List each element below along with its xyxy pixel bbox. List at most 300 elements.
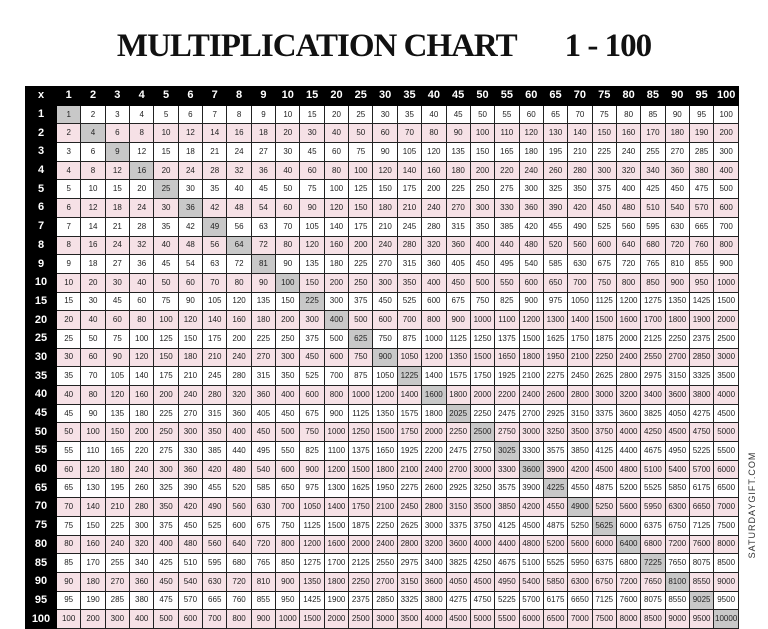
column-header: 7 — [203, 87, 227, 106]
table-cell: 400 — [276, 386, 300, 405]
table-cell: 350 — [470, 217, 494, 236]
table-cell: 2600 — [543, 386, 567, 405]
table-cell: 12 — [105, 161, 129, 180]
table-cell: 6750 — [592, 572, 616, 591]
table-cell: 4950 — [495, 572, 519, 591]
table-cell: 210 — [568, 143, 592, 162]
table-cell: 3825 — [446, 554, 470, 573]
row-header: 60 — [26, 460, 57, 479]
table-cell: 760 — [689, 236, 713, 255]
table-cell: 2750 — [495, 423, 519, 442]
table-cell: 12 — [81, 199, 105, 218]
table-cell: 3500 — [568, 423, 592, 442]
table-cell: 150 — [178, 329, 202, 348]
table-cell: 455 — [203, 479, 227, 498]
table-cell: 75 — [592, 105, 616, 124]
column-header: 65 — [543, 87, 567, 106]
table-cell: 90 — [81, 404, 105, 423]
table-cell: 675 — [300, 404, 324, 423]
table-cell: 3500 — [714, 367, 739, 386]
table-cell: 180 — [251, 311, 275, 330]
table-cell: 70 — [276, 217, 300, 236]
table-cell: 4050 — [446, 572, 470, 591]
table-cell: 63 — [251, 217, 275, 236]
table-cell: 40 — [57, 386, 81, 405]
table-cell: 120 — [178, 311, 202, 330]
table-cell: 4900 — [568, 498, 592, 517]
table-cell: 1250 — [349, 423, 373, 442]
table-cell: 4500 — [592, 460, 616, 479]
table-cell: 250 — [349, 273, 373, 292]
table-cell: 5850 — [543, 572, 567, 591]
table-cell: 2000 — [714, 311, 739, 330]
table-cell: 160 — [227, 311, 251, 330]
table-cell: 7000 — [714, 498, 739, 517]
table-cell: 1800 — [665, 311, 689, 330]
table-cell: 5200 — [543, 535, 567, 554]
table-cell: 70 — [397, 124, 421, 143]
table-cell: 3150 — [446, 498, 470, 517]
table-cell: 3000 — [714, 348, 739, 367]
row-header: 4 — [26, 161, 57, 180]
table-cell: 360 — [251, 386, 275, 405]
table-cell: 140 — [203, 311, 227, 330]
table-cell: 7125 — [592, 591, 616, 610]
table-cell: 750 — [373, 329, 397, 348]
table-cell: 20 — [81, 273, 105, 292]
table-cell: 320 — [130, 535, 154, 554]
table-cell: 4000 — [470, 535, 494, 554]
table-cell: 80 — [422, 124, 446, 143]
table-cell: 36 — [130, 255, 154, 274]
table-cell: 40 — [227, 180, 251, 199]
table-cell: 315 — [446, 217, 470, 236]
table-cell: 630 — [203, 572, 227, 591]
table-cell: 140 — [568, 124, 592, 143]
table-cell: 2 — [57, 124, 81, 143]
table-cell: 80 — [81, 386, 105, 405]
table-cell: 250 — [154, 423, 178, 442]
table-cell: 42 — [178, 217, 202, 236]
table-cell: 100 — [130, 329, 154, 348]
table-cell: 500 — [154, 610, 178, 629]
table-cell: 4400 — [495, 535, 519, 554]
row-header: 40 — [26, 386, 57, 405]
table-cell: 360 — [130, 572, 154, 591]
table-cell: 3000 — [373, 610, 397, 629]
table-cell: 2800 — [422, 498, 446, 517]
table-cell: 275 — [495, 180, 519, 199]
table-cell: 72 — [251, 236, 275, 255]
table-cell: 120 — [519, 124, 543, 143]
table-cell: 150 — [276, 292, 300, 311]
table-cell: 450 — [276, 404, 300, 423]
table-cell: 240 — [178, 386, 202, 405]
table-cell: 2100 — [519, 367, 543, 386]
table-cell: 40 — [422, 105, 446, 124]
table-cell: 595 — [203, 554, 227, 573]
table-cell: 3000 — [422, 516, 446, 535]
table-cell: 14 — [81, 217, 105, 236]
table-cell: 1275 — [641, 292, 665, 311]
table-cell: 650 — [543, 273, 567, 292]
table-cell: 280 — [203, 386, 227, 405]
table-cell: 32 — [130, 236, 154, 255]
table-cell: 120 — [130, 348, 154, 367]
column-header: 45 — [446, 87, 470, 106]
table-cell: 105 — [397, 143, 421, 162]
table-cell: 300 — [276, 348, 300, 367]
table-cell: 240 — [227, 348, 251, 367]
table-cell: 375 — [154, 516, 178, 535]
table-cell: 800 — [276, 535, 300, 554]
table-cell: 90 — [276, 255, 300, 274]
table-cell: 4750 — [470, 591, 494, 610]
table-cell: 1200 — [373, 386, 397, 405]
table-cell: 8 — [130, 124, 154, 143]
table-cell: 45 — [105, 292, 129, 311]
table-cell: 340 — [130, 554, 154, 573]
table-cell: 85 — [57, 554, 81, 573]
table-cell: 170 — [81, 554, 105, 573]
table-cell: 315 — [397, 255, 421, 274]
table-cell: 60 — [130, 292, 154, 311]
table-cell: 325 — [154, 479, 178, 498]
table-cell: 210 — [373, 217, 397, 236]
table-cell: 1200 — [616, 292, 640, 311]
table-cell: 45 — [57, 404, 81, 423]
table-cell: 330 — [178, 442, 202, 461]
table-cell: 3600 — [446, 535, 470, 554]
table-cell: 70 — [81, 367, 105, 386]
table-cell: 35 — [203, 180, 227, 199]
table-cell: 2200 — [422, 442, 446, 461]
table-cell: 270 — [178, 404, 202, 423]
table-cell: 200 — [154, 386, 178, 405]
table-cell: 10 — [154, 124, 178, 143]
row-header: 30 — [26, 348, 57, 367]
row-header: 20 — [26, 311, 57, 330]
table-cell: 4 — [57, 161, 81, 180]
table-cell: 260 — [543, 161, 567, 180]
table-cell: 1125 — [446, 329, 470, 348]
table-cell: 50 — [154, 273, 178, 292]
table-cell: 270 — [446, 199, 470, 218]
table-cell: 2200 — [495, 386, 519, 405]
table-cell: 56 — [227, 217, 251, 236]
table-cell: 200 — [81, 610, 105, 629]
table-cell: 450 — [154, 572, 178, 591]
table-cell: 150 — [300, 273, 324, 292]
table-cell: 8075 — [641, 591, 665, 610]
table-cell: 81 — [251, 255, 275, 274]
table-cell: 1000 — [349, 386, 373, 405]
table-cell: 2500 — [349, 610, 373, 629]
table-cell: 875 — [397, 329, 421, 348]
table-cell: 1000 — [276, 610, 300, 629]
table-cell: 180 — [665, 124, 689, 143]
table-cell: 900 — [276, 572, 300, 591]
table-cell: 25 — [154, 180, 178, 199]
table-cell: 255 — [641, 143, 665, 162]
table-cell: 7200 — [616, 572, 640, 591]
table-cell: 3850 — [495, 498, 519, 517]
table-cell: 170 — [641, 124, 665, 143]
table-cell: 210 — [178, 367, 202, 386]
table-cell: 1400 — [568, 311, 592, 330]
table-cell: 5525 — [543, 554, 567, 573]
table-cell: 120 — [300, 236, 324, 255]
table-cell: 6 — [81, 143, 105, 162]
table-cell: 520 — [543, 236, 567, 255]
table-cell: 4500 — [665, 423, 689, 442]
table-row — [26, 610, 739, 629]
table-cell: 8550 — [665, 591, 689, 610]
table-cell: 4400 — [616, 442, 640, 461]
table-cell: 720 — [665, 236, 689, 255]
table-cell: 390 — [178, 479, 202, 498]
table-cell: 400 — [616, 180, 640, 199]
table-cell: 360 — [519, 199, 543, 218]
table-cell: 665 — [203, 591, 227, 610]
table-cell: 150 — [105, 423, 129, 442]
table-cell: 100 — [276, 273, 300, 292]
table-cell: 1350 — [665, 292, 689, 311]
table-cell: 2475 — [446, 442, 470, 461]
table-cell: 1050 — [568, 292, 592, 311]
table-cell: 375 — [592, 180, 616, 199]
table-cell: 105 — [300, 217, 324, 236]
table-cell: 4125 — [592, 442, 616, 461]
table-cell: 220 — [495, 161, 519, 180]
table-cell: 50 — [276, 180, 300, 199]
table-cell: 380 — [130, 591, 154, 610]
table-cell: 270 — [251, 348, 275, 367]
table-cell: 7650 — [641, 572, 665, 591]
table-cell: 1700 — [641, 311, 665, 330]
table-row — [26, 199, 739, 218]
table-cell: 3 — [105, 105, 129, 124]
table-cell: 150 — [154, 348, 178, 367]
table-cell: 21 — [105, 217, 129, 236]
table-cell: 1950 — [543, 348, 567, 367]
table-cell: 15 — [300, 105, 324, 124]
table-cell: 300 — [154, 460, 178, 479]
table-cell: 3575 — [543, 442, 567, 461]
table-cell: 850 — [641, 273, 665, 292]
table-cell: 750 — [276, 516, 300, 535]
table-cell: 7 — [203, 105, 227, 124]
table-cell: 3200 — [422, 535, 446, 554]
table-cell: 1200 — [300, 535, 324, 554]
table-row — [26, 572, 739, 591]
table-cell: 90 — [300, 199, 324, 218]
table-cell: 340 — [641, 161, 665, 180]
table-cell: 135 — [251, 292, 275, 311]
table-cell: 9025 — [689, 591, 713, 610]
table-cell: 5250 — [568, 516, 592, 535]
table-cell: 1200 — [519, 311, 543, 330]
table-cell: 8550 — [689, 572, 713, 591]
table-cell: 80 — [57, 535, 81, 554]
table-cell: 260 — [130, 479, 154, 498]
table-cell: 2925 — [446, 479, 470, 498]
table-cell: 120 — [422, 143, 446, 162]
table-cell: 250 — [276, 329, 300, 348]
table-cell: 300 — [324, 292, 348, 311]
table-row — [26, 535, 739, 554]
table-cell: 315 — [203, 404, 227, 423]
table-cell: 30 — [178, 180, 202, 199]
table-cell: 55 — [57, 442, 81, 461]
table-cell: 630 — [251, 498, 275, 517]
table-cell: 1600 — [616, 311, 640, 330]
table-cell: 70 — [57, 498, 81, 517]
table-cell: 90 — [178, 292, 202, 311]
table-cell: 200 — [470, 161, 494, 180]
table-cell: 220 — [130, 442, 154, 461]
table-cell: 135 — [105, 404, 129, 423]
table-cell: 2100 — [373, 498, 397, 517]
table-cell: 1500 — [300, 610, 324, 629]
row-header: 35 — [26, 367, 57, 386]
table-cell: 2250 — [446, 423, 470, 442]
table-cell: 240 — [373, 236, 397, 255]
table-cell: 630 — [665, 217, 689, 236]
table-cell: 5400 — [665, 460, 689, 479]
table-cell: 950 — [689, 273, 713, 292]
table-cell: 1125 — [592, 292, 616, 311]
table-cell: 70 — [203, 273, 227, 292]
table-cell: 350 — [203, 423, 227, 442]
table-cell: 24 — [130, 199, 154, 218]
table-cell: 6300 — [665, 498, 689, 517]
table-cell: 210 — [203, 348, 227, 367]
table-cell: 60 — [373, 124, 397, 143]
column-header: 8 — [227, 87, 251, 106]
title-range: 1 - 100 — [564, 28, 652, 64]
table-cell: 6000 — [592, 535, 616, 554]
table-cell: 1000 — [470, 311, 494, 330]
table-cell: 55 — [495, 105, 519, 124]
table-cell: 4675 — [495, 554, 519, 573]
table-cell: 60 — [324, 143, 348, 162]
table-cell: 550 — [495, 273, 519, 292]
table-cell: 2700 — [446, 460, 470, 479]
table-cell: 750 — [592, 273, 616, 292]
table-cell: 1650 — [495, 348, 519, 367]
table-cell: 350 — [568, 180, 592, 199]
table-cell: 5525 — [641, 479, 665, 498]
table-cell: 3000 — [519, 423, 543, 442]
table-cell: 95 — [57, 591, 81, 610]
table-cell: 625 — [349, 329, 373, 348]
table-cell: 8 — [81, 161, 105, 180]
table-cell: 6000 — [519, 610, 543, 629]
table-cell: 300 — [470, 199, 494, 218]
table-cell: 385 — [495, 217, 519, 236]
table-cell: 600 — [178, 610, 202, 629]
table-cell: 2500 — [470, 423, 494, 442]
table-cell: 3250 — [543, 423, 567, 442]
table-cell: 3400 — [641, 386, 665, 405]
column-header: 90 — [665, 87, 689, 106]
table-cell: 3500 — [397, 610, 421, 629]
table-cell: 1125 — [300, 516, 324, 535]
row-header: 100 — [26, 610, 57, 629]
column-header: 6 — [178, 87, 202, 106]
table-cell: 5000 — [714, 423, 739, 442]
table-cell: 180 — [324, 255, 348, 274]
table-cell: 180 — [519, 143, 543, 162]
table-cell: 50 — [57, 423, 81, 442]
table-cell: 3025 — [495, 442, 519, 461]
multiplication-table — [25, 86, 739, 629]
table-cell: 7125 — [689, 516, 713, 535]
table-cell: 65 — [57, 479, 81, 498]
title-main: MULTIPLICATION CHART — [116, 28, 517, 64]
table-cell: 300 — [300, 311, 324, 330]
table-cell: 4200 — [519, 498, 543, 517]
table-cell: 5625 — [592, 516, 616, 535]
table-cell: 195 — [543, 143, 567, 162]
table-cell: 750 — [349, 348, 373, 367]
table-cell: 900 — [324, 404, 348, 423]
table-cell: 9 — [251, 105, 275, 124]
table-cell: 80 — [276, 236, 300, 255]
table-cell: 4500 — [519, 516, 543, 535]
table-cell: 855 — [251, 591, 275, 610]
table-cell: 21 — [203, 143, 227, 162]
table-row — [26, 348, 739, 367]
table-cell: 1800 — [324, 572, 348, 591]
table-cell: 18 — [81, 255, 105, 274]
table-cell: 1500 — [324, 516, 348, 535]
table-cell: 4800 — [616, 460, 640, 479]
table-cell: 56 — [203, 236, 227, 255]
table-cell: 140 — [324, 217, 348, 236]
table-cell: 1100 — [495, 311, 519, 330]
table-cell: 600 — [227, 516, 251, 535]
table-cell: 150 — [592, 124, 616, 143]
table-cell: 165 — [105, 442, 129, 461]
table-cell: 64 — [227, 236, 251, 255]
table-cell: 700 — [203, 610, 227, 629]
table-cell: 240 — [105, 535, 129, 554]
table-cell: 140 — [397, 161, 421, 180]
table-cell: 4 — [81, 124, 105, 143]
table-cell: 385 — [203, 442, 227, 461]
table-cell: 8000 — [616, 610, 640, 629]
table-cell: 3900 — [543, 460, 567, 479]
table-cell: 18 — [105, 199, 129, 218]
table-cell: 2000 — [324, 610, 348, 629]
table-cell: 10 — [81, 180, 105, 199]
table-cell: 285 — [105, 591, 129, 610]
table-cell: 400 — [130, 610, 154, 629]
table-cell: 30 — [276, 143, 300, 162]
table-cell: 595 — [641, 217, 665, 236]
table-cell: 4500 — [446, 610, 470, 629]
table-cell: 8 — [57, 236, 81, 255]
table-cell: 570 — [178, 591, 202, 610]
table-cell: 650 — [276, 479, 300, 498]
table-cell: 245 — [397, 217, 421, 236]
table-cell: 180 — [130, 404, 154, 423]
table-cell: 255 — [105, 554, 129, 573]
table-cell: 7225 — [641, 554, 665, 573]
table-cell: 180 — [178, 348, 202, 367]
